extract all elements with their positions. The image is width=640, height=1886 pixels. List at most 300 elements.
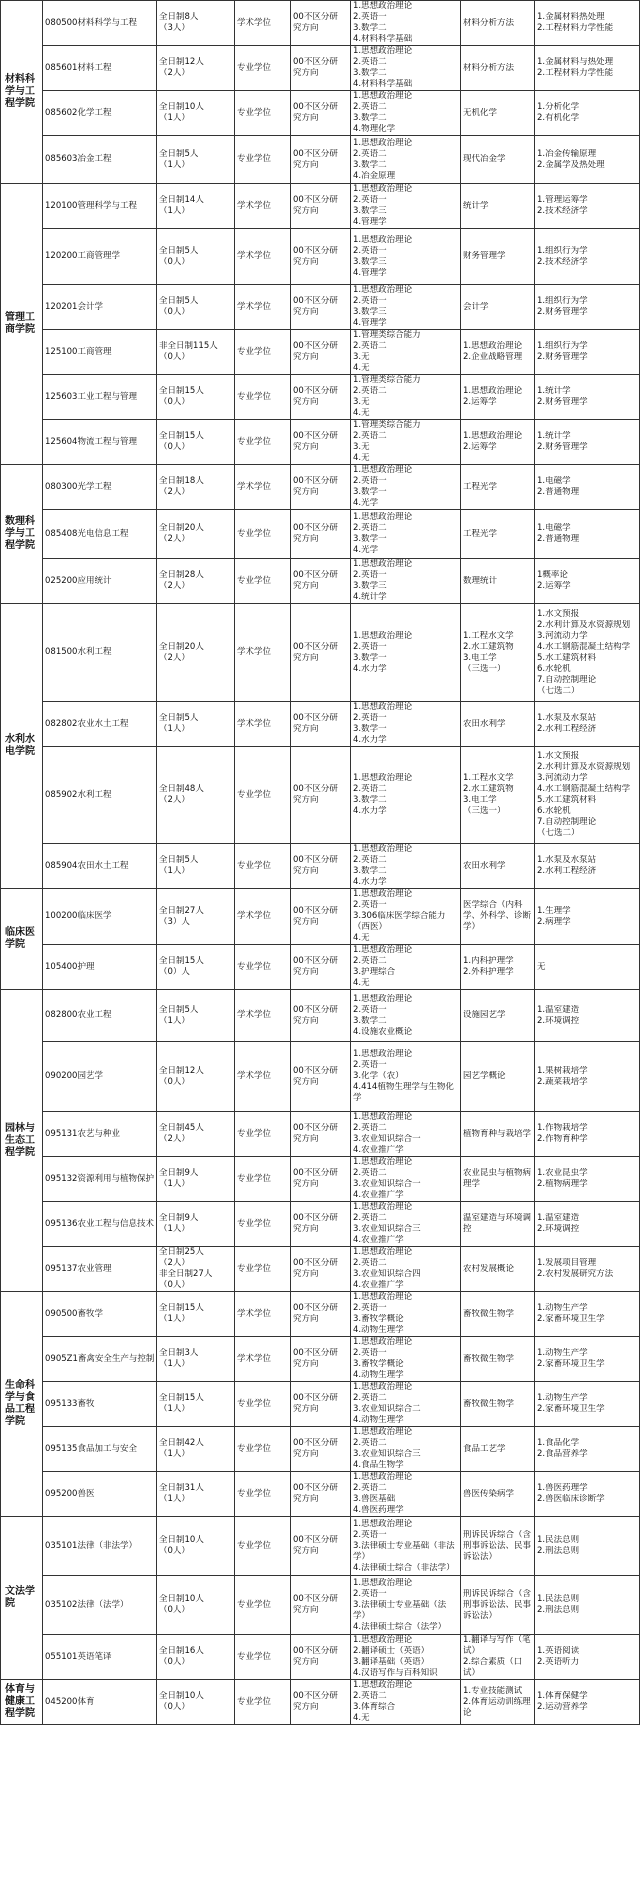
research-direction-line: 究方向 [293,1449,319,1459]
degree-type: 学术学位 [235,990,291,1042]
exam-subjects-line: 4.农业推广学 [353,1145,404,1155]
retest-subjects [461,604,535,702]
exam-subjects-line: 4.设施农业概论 [353,1026,413,1037]
extra-exam-subjects-line: 1.组织行为学 [537,341,588,351]
research-direction-line: 00不区分研 [293,1258,338,1268]
research-direction [291,375,351,420]
exam-subjects-line: 4.水力学 [353,806,387,816]
retest-subjects-line: 刑诉民诉综合（含刑事诉讼法、民事诉讼法） [463,1588,532,1621]
extra-exam-subjects-line: 7.自动控制理论 [537,817,597,827]
degree-type: 专业学位 [235,1382,291,1427]
exam-subjects-line: 3.农业知识综合三 [353,1449,421,1459]
exam-subjects-line: 2.英语二 [353,57,387,67]
exam-subjects [351,1337,461,1382]
extra-exam-subjects [535,1427,640,1472]
research-direction-line: 究方向 [293,307,319,317]
extra-exam-subjects-line: 7.自动控制理论 [537,674,597,685]
retest-subjects-line: 设施园艺学 [463,1010,506,1020]
research-direction-line: 究方向 [293,581,319,591]
extra-exam-subjects-line: 2.普通物理 [537,534,580,544]
major-name: 085904农田水土工程 [43,844,157,889]
major-name: 085601材料工程 [43,46,157,91]
research-direction-line: 究方向 [293,23,319,33]
exam-subjects-line: 4.动物生理学 [353,1325,404,1335]
exam-subjects-line: 4.汉语写作与百科知识 [353,1668,438,1678]
degree-type: 专业学位 [235,375,291,420]
major-name: 095131农艺与种业 [43,1112,157,1157]
research-direction [291,1202,351,1247]
exam-subjects-line: 3.兽医基础 [353,1494,396,1504]
major-name: 080500材料科学与工程 [43,1,157,46]
research-direction [291,91,351,136]
degree-type: 学术学位 [235,1337,291,1382]
enrollment-plan-line: （2人） [159,534,190,544]
enrollment-plan-line: （1人） [159,1224,190,1234]
extra-exam-subjects-line: 2.家畜环境卫生学 [537,1404,605,1414]
major-name: 125603工业工程与管理 [43,375,157,420]
research-direction [291,330,351,375]
program-row [1,1157,640,1202]
exam-subjects [351,1472,461,1517]
retest-subjects [461,1042,535,1112]
research-direction-line: 00不区分研 [293,956,338,966]
major-name: 082802农业水土工程 [43,702,157,747]
exam-subjects-line: 2.英语一 [353,476,387,486]
extra-exam-subjects-line: 4.水工钢筋混凝土结构学 [537,784,631,794]
retest-subjects-line: 2.水工建筑物 [463,784,514,794]
research-direction-line: 究方向 [293,397,319,407]
exam-subjects-line: 2.英语一 [353,245,387,256]
enrollment-plan-line: 全日制28人 [159,570,204,580]
program-row [1,184,640,229]
extra-exam-subjects-line: 2.刑法总则 [537,1605,580,1615]
exam-subjects-line: 1.思想政治理论 [353,1382,413,1392]
extra-exam-subjects [535,46,640,91]
exam-subjects-line: 1.思想政治理论 [353,773,413,783]
research-direction [291,465,351,510]
enrollment-plan-line: （2人） [159,1258,190,1268]
extra-exam-subjects-line: 2.环境调控 [537,1224,580,1234]
research-direction [291,1157,351,1202]
retest-subjects-line: 1.思想政治理论 [463,431,523,441]
research-direction-line: 00不区分研 [293,1123,338,1133]
exam-subjects-line: 1.思想政治理论 [353,46,413,56]
extra-exam-subjects-line: 1.食品化学 [537,1438,580,1448]
retest-subjects [461,184,535,229]
major-name: 120200工商管理学 [43,229,157,285]
retest-subjects [461,136,535,184]
program-row [1,1042,640,1112]
program-row [1,1202,640,1247]
major-name: 100200临床医学 [43,889,157,945]
extra-exam-subjects-line: 2.兽医临床诊断学 [537,1494,605,1504]
degree-type: 学术学位 [235,1,291,46]
enrollment-plan-line: （0人） [159,442,190,452]
enrollment-plan [157,510,235,559]
major-name: 125100工商管理 [43,330,157,375]
enrollment-plan-line: 全日制5人 [159,296,199,306]
exam-subjects-line: 2.英语二 [353,1438,387,1448]
degree-type: 专业学位 [235,945,291,990]
exam-subjects-line: 2.英语二 [353,1393,387,1403]
retest-subjects [461,91,535,136]
extra-exam-subjects [535,1576,640,1635]
retest-subjects-line: 农业昆虫与植物病理学 [463,1168,532,1189]
research-direction-line: 究方向 [293,352,319,362]
exam-subjects [351,945,461,990]
major-name: 095132资源利用与植物保护 [43,1157,157,1202]
degree-type: 专业学位 [235,1202,291,1247]
extra-exam-subjects [535,285,640,330]
enrollment-plan-line: （2人） [159,581,190,591]
enrollment-plan-line: 非全日制27人 [159,1269,213,1279]
college-name: 文法学院 [1,1517,43,1680]
exam-subjects [351,330,461,375]
retest-subjects-line: 2.外科护理学 [463,967,514,977]
degree-type: 学术学位 [235,184,291,229]
exam-subjects [351,747,461,844]
research-direction-line: 究方向 [293,795,319,805]
extra-exam-subjects-line: 1.电磁学 [537,476,571,486]
retest-subjects [461,990,535,1042]
extra-exam-subjects-line: 2.财务管理学 [537,352,588,362]
program-row [1,136,640,184]
exam-subjects-line: 3.法律硕士专业基础（非法学） [353,1540,455,1562]
retest-subjects-line: 2.运筹学 [463,397,497,407]
exam-subjects-line: 3.数学一 [353,487,387,497]
enrollment-plan-line: （0人） [159,1280,190,1290]
retest-subjects-line: 医学综合（内科学、外科学、诊断学） [463,900,532,932]
degree-type: 学术学位 [235,229,291,285]
major-name: 090200园艺学 [43,1042,157,1112]
research-direction [291,136,351,184]
exam-subjects-line: 4.法律硕士综合（非法学） [353,1562,455,1573]
enrollment-plan [157,91,235,136]
enrollment-plan [157,375,235,420]
extra-exam-subjects [535,1202,640,1247]
research-direction-line: 究方向 [293,652,319,663]
research-direction-line: 究方向 [293,1404,319,1414]
enrollment-plan [157,1042,235,1112]
enrollment-plan-line: 全日制15人 [159,1303,204,1313]
exam-subjects-line: 3.数学三 [353,581,387,591]
enrollment-plan-line: 全日制5人 [159,245,199,256]
exam-subjects-line: 4.管理学 [353,267,387,278]
enrollment-plan-line: 全日制12人 [159,1065,204,1076]
exam-subjects-line: 1.思想政治理论 [353,137,413,148]
exam-subjects-line: 2.英语一 [353,1529,387,1540]
retest-subjects [461,1576,535,1635]
exam-subjects [351,285,461,330]
research-direction [291,604,351,702]
exam-subjects-line: 1.思想政治理论 [353,559,413,569]
major-name: 095133畜牧 [43,1382,157,1427]
extra-exam-subjects [535,510,640,559]
research-direction [291,184,351,229]
exam-subjects-line: 3.农业知识综合一 [353,1179,421,1189]
enrollment-plan-line: 全日制15人 [159,431,204,441]
extra-exam-subjects-line: 1.水文预报 [537,751,580,761]
extra-exam-subjects-line: 4.水工钢筋混凝土结构学 [537,641,631,652]
enrollment-plan [157,1517,235,1576]
degree-type: 专业学位 [235,1427,291,1472]
exam-subjects-line: 1.思想政治理论 [353,889,413,899]
enrollment-plan [157,1112,235,1157]
exam-subjects-line: 2.英语二 [353,1258,387,1268]
extra-exam-subjects-line: 2.金属学及热处理 [537,159,605,170]
enrollment-plan-line: （1人） [159,724,190,734]
extra-exam-subjects-line: 1.分析化学 [537,102,580,112]
research-direction [291,420,351,465]
exam-subjects-line: 2.英语二 [353,431,387,441]
retest-subjects-line: 1.专业技能测试 [463,1685,523,1696]
enrollment-plan [157,702,235,747]
retest-subjects-line: 植物育种与栽培学 [463,1128,532,1139]
exam-subjects [351,844,461,889]
exam-subjects-line: 1.思想政治理论 [353,630,413,641]
exam-subjects [351,1635,461,1680]
extra-exam-subjects-line: 1.金属材料与热处理 [537,57,614,67]
research-direction-line: 究方向 [293,1546,319,1556]
research-direction-line: 00不区分研 [293,1004,338,1015]
degree-type: 专业学位 [235,1635,291,1680]
exam-subjects-line: 3.数学二 [353,159,387,170]
exam-subjects-line: 2.英语一 [353,1303,387,1313]
enrollment-plan [157,1247,235,1292]
exam-subjects-line: 1.思想政治理论 [353,1577,413,1588]
exam-subjects-line: 2.英语一 [353,1060,387,1070]
research-direction-line: 00不区分研 [293,386,338,396]
major-name: 090500畜牧学 [43,1292,157,1337]
enrollment-plan-line: 全日制10人 [159,102,204,112]
retest-subjects [461,1112,535,1157]
exam-subjects [351,136,461,184]
exam-subjects-line: 3.数学二 [353,113,387,123]
enrollment-plan [157,604,235,702]
degree-type: 专业学位 [235,1517,291,1576]
program-row [1,1472,640,1517]
enrollment-plan-line: 全日制9人 [159,1168,199,1178]
extra-exam-subjects-line: 2.运筹学 [537,581,571,591]
retest-subjects-line: 畜牧微生物学 [463,1398,515,1409]
retest-subjects-line: 工程光学 [463,481,498,492]
enrollment-plan [157,1635,235,1680]
exam-subjects-line: 2.英语二 [353,1691,387,1701]
extra-exam-subjects-line: 2.运动营养学 [537,1702,588,1712]
enrollment-plan-line: 全日制15人 [159,386,204,396]
research-direction [291,1635,351,1680]
exam-subjects-line: 3.数学二 [353,23,387,33]
extra-exam-subjects-line: 2.技术经济学 [537,256,588,267]
exam-subjects-line: 4.管理学 [353,217,387,227]
major-name: 0905Z1畜禽安全生产与控制 [43,1337,157,1382]
extra-exam-subjects-line: 1.生理学 [537,905,571,916]
research-direction [291,1337,351,1382]
retest-subjects-line: 刑诉民诉综合（含刑事诉讼法、民事诉讼法） [463,1529,532,1562]
degree-type: 学术学位 [235,702,291,747]
extra-exam-subjects-line: 2.英语听力 [537,1657,580,1667]
exam-subjects-line: 4.水力学 [353,877,387,887]
retest-subjects-line: 2.综合素质（口试） [463,1657,523,1678]
enrollment-plan-line: 全日制48人 [159,784,204,794]
extra-exam-subjects-line: 2.财务管理学 [537,397,588,407]
enrollment-plan [157,559,235,604]
exam-subjects-line: 1.思想政治理论 [353,1292,413,1302]
research-direction-line: 00不区分研 [293,1213,338,1223]
research-direction-line: 00不区分研 [293,641,338,652]
major-name: 095200兽医 [43,1472,157,1517]
extra-exam-subjects [535,747,640,844]
exam-subjects-line: 4.冶金原理 [353,170,396,181]
program-row [1,1247,640,1292]
extra-exam-subjects-line: 3.河流动力学 [537,630,588,641]
enrollment-plan-line: （1人） [159,1015,190,1026]
exam-subjects-line: 2.翻译硕士（英语） [353,1646,430,1656]
exam-subjects-line: 1.思想政治理论 [353,1247,413,1257]
extra-exam-subjects-line: 1.英语阅读 [537,1646,580,1656]
research-direction-line: 00不区分研 [293,296,338,306]
enrollment-plan-line: 全日制10人 [159,1691,204,1701]
exam-subjects-line: 4.兽医药理学 [353,1505,404,1515]
exam-subjects-line: 3.无 [353,352,370,362]
research-direction [291,1,351,46]
retest-subjects-line: 1.工程水文学 [463,630,514,641]
research-direction-line: 究方向 [293,1702,319,1712]
retest-subjects [461,1337,535,1382]
exam-subjects-line: 1.思想政治理论 [353,844,413,854]
research-direction-line: 00不区分研 [293,1168,338,1178]
program-row [1,990,640,1042]
extra-exam-subjects [535,990,640,1042]
extra-exam-subjects-line: 1概率论 [537,570,568,580]
program-row [1,1337,640,1382]
exam-subjects-line: 4.物理化学 [353,124,396,134]
enrollment-plan [157,1292,235,1337]
major-name: 085902水利工程 [43,747,157,844]
enrollment-plan [157,747,235,844]
research-direction-line: 究方向 [293,534,319,544]
exam-subjects-line: 3.农业知识综合一 [353,1134,421,1144]
enrollment-plan [157,1,235,46]
major-name: 095135食品加工与安全 [43,1427,157,1472]
retest-subjects-line: 畜牧微生物学 [463,1308,515,1319]
exam-subjects-line: 3.翻译基础（英语） [353,1657,430,1667]
exam-subjects-line: 1.思想政治理论 [353,184,413,194]
research-direction [291,1517,351,1576]
extra-exam-subjects-line: 1.兽医药理学 [537,1483,588,1493]
research-direction-line: 究方向 [293,1015,319,1026]
enrollment-plan-line: 全日制9人 [159,1213,199,1223]
major-name: 095136农业工程与信息技术 [43,1202,157,1247]
program-row [1,604,640,702]
extra-exam-subjects [535,420,640,465]
major-name: 045200体育 [43,1680,157,1725]
exam-subjects-line: 1.思想政治理论 [353,91,413,101]
retest-subjects-line: 1.思想政治理论 [463,386,523,396]
exam-subjects-line: 4.食品生物学 [353,1460,404,1470]
program-row [1,1427,640,1472]
retest-subjects [461,1202,535,1247]
research-direction-line: 00不区分研 [293,1393,338,1403]
program-row [1,465,640,510]
program-row [1,91,640,136]
research-direction-line: 00不区分研 [293,1348,338,1358]
extra-exam-subjects [535,1247,640,1292]
degree-type: 学术学位 [235,604,291,702]
enrollment-plan-line: （1人） [159,1179,190,1189]
enrollment-plan [157,184,235,229]
extra-exam-subjects-line: 2.家畜环境卫生学 [537,1359,605,1369]
exam-subjects-line: 2.英语一 [353,195,387,205]
major-name: 085408光电信息工程 [43,510,157,559]
extra-exam-subjects-line: 2.环境调控 [537,1015,580,1026]
exam-subjects-line: 2.英语二 [353,784,387,794]
exam-subjects-line: 1.思想政治理论 [353,1,413,11]
degree-type: 专业学位 [235,1112,291,1157]
retest-subjects-line: 材料分析方法 [463,62,515,73]
exam-subjects-line: 2.英语一 [353,1588,387,1599]
exam-subjects-line: 1.思想政治理论 [353,285,413,295]
extra-exam-subjects [535,1292,640,1337]
retest-subjects [461,702,535,747]
research-direction-line: 00不区分研 [293,713,338,723]
exam-subjects-line: 1.思想政治理论 [353,1635,413,1645]
major-name: 120201会计学 [43,285,157,330]
research-direction [291,1680,351,1725]
degree-type: 专业学位 [235,136,291,184]
exam-subjects-line: 3.数学一 [353,724,387,734]
enrollment-plan-line: 全日制20人 [159,523,204,533]
enrollment-plan-line: （0人） [159,256,190,267]
research-direction-line: 究方向 [293,1605,319,1615]
exam-subjects-line: 3.数学二 [353,1015,387,1026]
retest-subjects-line: 1.工程水文学 [463,773,514,783]
enrollment-plan-line: （0人） [159,1605,190,1615]
retest-subjects-line: 园艺学概论 [463,1071,506,1081]
retest-subjects [461,1292,535,1337]
exam-subjects [351,465,461,510]
research-direction-line: 00不区分研 [293,476,338,486]
retest-subjects-line: 2.水工建筑物 [463,641,514,652]
exam-subjects-line: 2.英语二 [353,341,387,351]
research-direction [291,945,351,990]
exam-subjects-line: 1.思想政治理论 [353,945,413,955]
degree-type: 学术学位 [235,1042,291,1112]
research-direction-line: 00不区分研 [293,245,338,256]
retest-subjects-line: （三选一） [463,663,506,674]
enrollment-plan-line: 全日制27人 [159,905,204,916]
program-row [1,1680,640,1725]
retest-subjects [461,747,535,844]
college-name: 管理工商学院 [1,184,43,465]
enrollment-plan-line: 全日制5人 [159,855,199,865]
enrollment-plan-line: （2人） [159,795,190,805]
program-row [1,229,640,285]
extra-exam-subjects-line: 1.温室建造 [537,1213,580,1223]
exam-subjects [351,1157,461,1202]
extra-exam-subjects-line: 1.农业昆虫学 [537,1168,588,1178]
extra-exam-subjects-line: 2.农村发展研究方法 [537,1269,614,1279]
research-direction [291,1292,351,1337]
extra-exam-subjects-line: 2.水利工程经济 [537,724,597,734]
degree-type: 学术学位 [235,1292,291,1337]
exam-subjects [351,1680,461,1725]
research-direction-line: 00不区分研 [293,12,338,22]
degree-type: 专业学位 [235,1247,291,1292]
enrollment-plan-line: 全日制12人 [159,57,204,67]
extra-exam-subjects-line: 1.民法总则 [537,1535,580,1545]
retest-subjects-line: 温室建造与环境调控 [463,1213,532,1234]
